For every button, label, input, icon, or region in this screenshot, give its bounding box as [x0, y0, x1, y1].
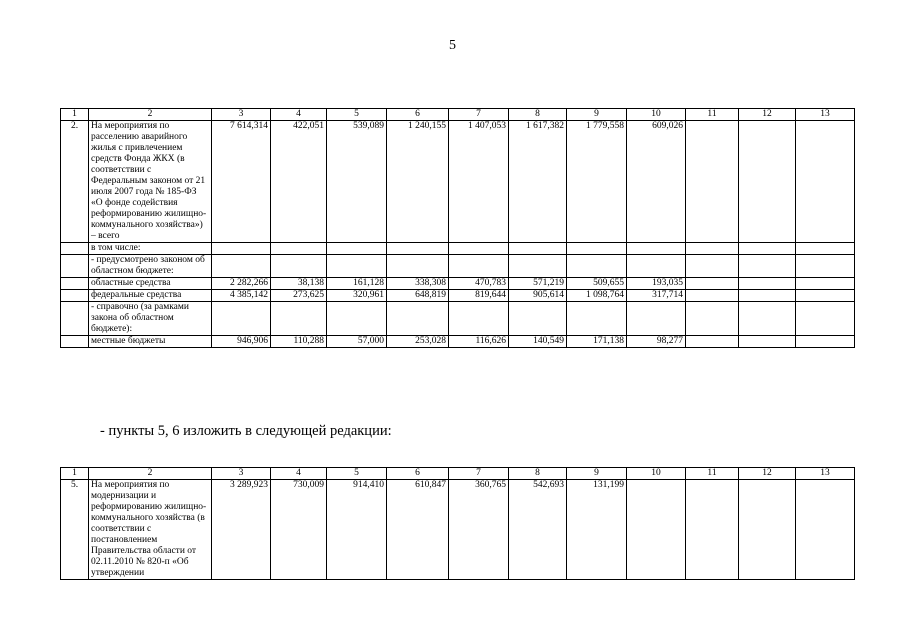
value-cell: 609,026 [627, 121, 686, 243]
column-number: 6 [387, 109, 449, 121]
value-cell: 116,626 [449, 336, 509, 348]
column-number: 3 [212, 468, 271, 480]
value-cell: 38,138 [271, 278, 327, 290]
value-cell [686, 290, 739, 302]
column-number: 11 [686, 468, 739, 480]
page-number: 5 [449, 38, 456, 53]
budget-table-2 [60, 467, 855, 580]
row-label: - справочно (за рамками закона об областном бюджете): [89, 302, 212, 336]
column-number: 12 [739, 109, 796, 121]
value-cell: 317,714 [627, 290, 686, 302]
value-cell [271, 302, 327, 336]
value-cell [212, 243, 271, 255]
value-cell [796, 243, 855, 255]
value-cell [449, 255, 509, 278]
value-cell: 946,906 [212, 336, 271, 348]
column-number: 6 [387, 468, 449, 480]
value-cell [796, 290, 855, 302]
value-cell: 509,655 [567, 278, 627, 290]
table-row [61, 255, 855, 278]
row-number [61, 278, 89, 290]
value-cell: 253,028 [387, 336, 449, 348]
value-cell: 161,128 [327, 278, 387, 290]
value-cell [739, 243, 796, 255]
value-cell [212, 255, 271, 278]
value-cell [567, 243, 627, 255]
budget-table-1 [60, 108, 855, 348]
value-cell: 171,138 [567, 336, 627, 348]
value-cell [796, 278, 855, 290]
value-cell [739, 336, 796, 348]
value-cell [327, 255, 387, 278]
value-cell [686, 480, 739, 580]
column-number: 9 [567, 468, 627, 480]
row-number [61, 302, 89, 336]
value-cell: 7 614,314 [212, 121, 271, 243]
value-cell: 4 385,142 [212, 290, 271, 302]
column-number: 9 [567, 109, 627, 121]
column-number-row [61, 109, 855, 121]
row-label: На мероприятия по модернизации и реформированию жилищно-коммунального хозяйства (в соответствии с постановлением Правительства области от 02.11.2010 № 820-п «Об утверждении [89, 480, 212, 580]
value-cell [686, 302, 739, 336]
value-cell [271, 243, 327, 255]
value-cell: 1 779,558 [567, 121, 627, 243]
value-cell [327, 302, 387, 336]
row-label: областные средства [89, 278, 212, 290]
value-cell: 1 407,053 [449, 121, 509, 243]
value-cell [796, 480, 855, 580]
value-cell: 470,783 [449, 278, 509, 290]
row-label: - предусмотрено законом об областном бюджете: [89, 255, 212, 278]
row-number: 5. [61, 480, 89, 580]
row-number [61, 290, 89, 302]
column-number: 1 [61, 468, 89, 480]
value-cell: 110,288 [271, 336, 327, 348]
column-number: 3 [212, 109, 271, 121]
value-cell: 571,219 [509, 278, 567, 290]
amendment-text: - пункты 5, 6 изложить в следующей редакции: [100, 423, 392, 439]
value-cell [627, 243, 686, 255]
row-label: федеральные средства [89, 290, 212, 302]
value-cell [509, 255, 567, 278]
value-cell [212, 302, 271, 336]
row-number [61, 243, 89, 255]
value-cell: 914,410 [327, 480, 387, 580]
value-cell [796, 255, 855, 278]
column-number: 10 [627, 109, 686, 121]
column-number: 8 [509, 109, 567, 121]
value-cell [739, 255, 796, 278]
value-cell: 1 617,382 [509, 121, 567, 243]
column-number: 4 [271, 468, 327, 480]
value-cell [739, 480, 796, 580]
value-cell: 542,693 [509, 480, 567, 580]
column-number-row [61, 468, 855, 480]
table-row [61, 290, 855, 302]
value-cell [739, 278, 796, 290]
table-row [61, 336, 855, 348]
column-number: 5 [327, 468, 387, 480]
column-number: 10 [627, 468, 686, 480]
value-cell: 193,035 [627, 278, 686, 290]
value-cell [686, 243, 739, 255]
value-cell [739, 290, 796, 302]
value-cell [796, 302, 855, 336]
column-number: 7 [449, 468, 509, 480]
value-cell [509, 302, 567, 336]
value-cell [796, 336, 855, 348]
value-cell: 3 289,923 [212, 480, 271, 580]
row-label: местные бюджеты [89, 336, 212, 348]
value-cell [449, 243, 509, 255]
column-number: 12 [739, 468, 796, 480]
value-cell [567, 302, 627, 336]
value-cell [387, 255, 449, 278]
value-cell [739, 302, 796, 336]
row-number [61, 336, 89, 348]
table-row [61, 243, 855, 255]
value-cell: 539,089 [327, 121, 387, 243]
row-label: в том числе: [89, 243, 212, 255]
value-cell [686, 121, 739, 243]
table-row [61, 480, 855, 580]
row-number: 2. [61, 121, 89, 243]
value-cell: 1 098,764 [567, 290, 627, 302]
value-cell: 338,308 [387, 278, 449, 290]
column-number: 7 [449, 109, 509, 121]
value-cell [387, 243, 449, 255]
table-row [61, 302, 855, 336]
column-number: 11 [686, 109, 739, 121]
value-cell: 140,549 [509, 336, 567, 348]
value-cell [686, 255, 739, 278]
column-number: 4 [271, 109, 327, 121]
value-cell: 819,644 [449, 290, 509, 302]
table-row [61, 121, 855, 243]
value-cell [686, 336, 739, 348]
value-cell [627, 255, 686, 278]
value-cell [627, 302, 686, 336]
value-cell [271, 255, 327, 278]
value-cell [796, 121, 855, 243]
value-cell [509, 243, 567, 255]
value-cell [567, 255, 627, 278]
value-cell: 57,000 [327, 336, 387, 348]
value-cell: 131,199 [567, 480, 627, 580]
column-number: 13 [796, 468, 855, 480]
value-cell [387, 302, 449, 336]
value-cell [686, 278, 739, 290]
column-number: 8 [509, 468, 567, 480]
column-number: 2 [89, 468, 212, 480]
column-number: 13 [796, 109, 855, 121]
row-label: На мероприятия по расселению аварийного жилья с привлечением средств Фонда ЖКХ (в соответствии с Федеральным законом от 21 июля 2007 года № 185-ФЗ «О фонде содействия реформированию жилищно-коммунального хозяйства») – всего [89, 121, 212, 243]
value-cell: 320,961 [327, 290, 387, 302]
value-cell: 1 240,155 [387, 121, 449, 243]
value-cell [739, 121, 796, 243]
table-row [61, 278, 855, 290]
row-number [61, 255, 89, 278]
value-cell: 905,614 [509, 290, 567, 302]
value-cell [449, 302, 509, 336]
value-cell: 360,765 [449, 480, 509, 580]
value-cell: 422,051 [271, 121, 327, 243]
column-number: 1 [61, 109, 89, 121]
value-cell [627, 480, 686, 580]
value-cell: 98,277 [627, 336, 686, 348]
value-cell: 730,009 [271, 480, 327, 580]
value-cell: 610,847 [387, 480, 449, 580]
value-cell [327, 243, 387, 255]
column-number: 5 [327, 109, 387, 121]
value-cell: 273,625 [271, 290, 327, 302]
value-cell: 2 282,266 [212, 278, 271, 290]
column-number: 2 [89, 109, 212, 121]
value-cell: 648,819 [387, 290, 449, 302]
